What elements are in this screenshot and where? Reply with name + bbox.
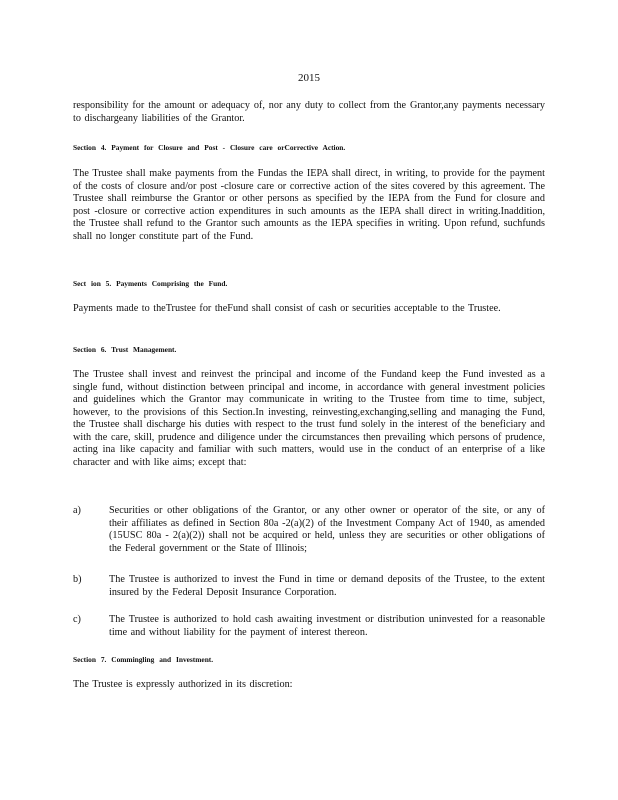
list-marker: a) xyxy=(73,505,81,516)
section-5-heading: Sect ion 5. Payments Comprising the Fund. xyxy=(73,279,228,288)
page-number: 2015 xyxy=(298,72,320,84)
section-4-paragraph: The Trustee shall make payments from the Fundas the IEPA shall direct, in writing, to provide for the payment of the costs of closure and/or post -closure care or corrective action of the sites covered by this agreement. The Trustee shall reimburse the Grantor or other persons as specified by the IEPA from the Fund for closure and post -closure or corrective action expenditures in such amounts as the IEPA shall direct in writing.Inaddition, the Trustee shall refund to the Grantor such amounts as the IEPA specifies in writing. Upon refund, suchfunds shall no longer constitute part of the Fund. xyxy=(73,168,545,242)
section-7-heading: Section 7. Commingling and Investment. xyxy=(73,655,214,664)
section-5-paragraph: Payments made to theTrustee for theFund shall consist of cash or securities acceptable to the Trustee. xyxy=(73,303,501,314)
section-7-paragraph: The Trustee is expressly authorized in its discretion: xyxy=(73,679,293,690)
list-item-text: The Trustee is authorized to invest the Fund in time or demand deposits of the Trustee, to the extent insured by the Federal Deposit Insurance Corporation. xyxy=(109,574,545,598)
list-item-text: The Trustee is authorized to hold cash awaiting investment or distribution uninvested for a reasonable time and without liability for the payment of interest thereon. xyxy=(109,614,545,638)
intro-paragraph: responsibility for the amount or adequacy of, nor any duty to collect from the Grantor,any payments necessary to dischargeany liabilities of the Grantor. xyxy=(73,100,545,124)
section-6-heading: Section 6. Trust Management. xyxy=(73,345,177,354)
section-6-paragraph: The Trustee shall invest and reinvest the principal and income of the Fundand keep the Fund invested as a single fund, without distinction between principal and income, in accordance with general investment policies and guidelines which the Grantor may communicate in writing to the Trustee from time to time, subject, however, to the provisions of this Section.In investing, reinvesting,exchanging,selling and managing the Fund, the Trustee shall discharge his duties with respect to the trust fund solely in the interest of the beneficiary and with the care, skill, prudence and diligence under the circumstances then prevailing which persons of prudence, acting ina like capacity and familiar with such matters, would use in the conduct of an enterprise of a like character and with like aims; except that: xyxy=(73,369,545,468)
list-item-text: Securities or other obligations of the Grantor, or any other owner or operator of the site, or any of their affiliates as defined in Section 80a -2(a)(2) of the Investment Company Act of 1940, as amended (15USC 80a - 2(a)(2)) shall not be acquired or held, unless they are securities or other obligations of the Federal government or the State of Illinois; xyxy=(109,505,545,554)
section-4-heading: Section 4. Payment for Closure and Post - Closure care orCorrective Action. xyxy=(73,143,346,152)
list-marker: c) xyxy=(73,614,81,625)
list-marker: b) xyxy=(73,574,82,585)
